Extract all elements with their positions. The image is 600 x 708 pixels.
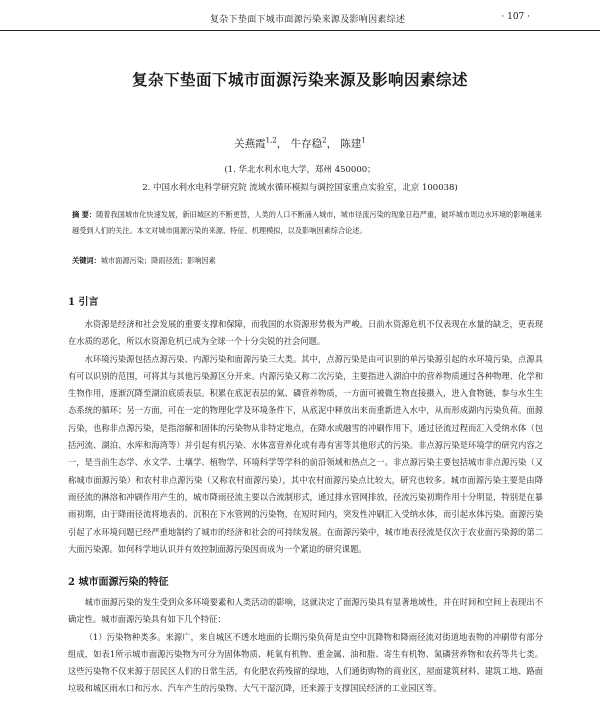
section-body	[68, 316, 543, 558]
abstract-label: 摘 要：	[72, 210, 97, 219]
section-heading: 1 引言	[68, 297, 99, 308]
author-name: 陈建	[340, 138, 362, 150]
author-name: 关燕霞	[234, 138, 266, 150]
section-heading: 2 城市面源污染的特征	[68, 577, 169, 588]
paper-title: 复杂下垫面下城市面源污染来源及影响因素综述	[131, 71, 468, 89]
author-list: 关燕霞$^{1,2}$， 牛存稳$^2$， 陈建$^1$	[234, 136, 366, 150]
abstract	[72, 207, 542, 239]
keywords	[72, 256, 542, 266]
running-header	[0, 8, 600, 31]
author-affil-mark: 2	[322, 136, 327, 145]
abstract-text: 随着我国城市化快速发展，新旧城区的不断更替，人类的人口不断涌入城市，城市径流污染的现象日趋严重，破坏城市周边水环境的影响越来越受到人们的关注。本文对城市面源污染的来源、特征、机理模拟，以及影响因素综合论述。	[72, 210, 542, 235]
paragraph: 城市面源污染的发生受到众多环境要素和人类活动的影响，这就决定了面源污染具有显著地域性，并在时间和空间上表现出不确定性。城市面源污染具有如下几个特征：	[68, 597, 543, 625]
keywords-text: 城市面源污染；降雨径流；影响因素	[100, 256, 216, 265]
keywords-label: 关键词：	[72, 256, 101, 265]
author-affil-mark: 1,2	[265, 136, 277, 145]
paragraph: 水资源是经济和社会发展的重要支撑和保障，而我国的水资源形势极为严峻。日前水资源危机不仅表现在水量的缺乏，更表现在水质的恶化，所以水资源危机已成为全球一个十分尖锐的社会问题。	[68, 319, 543, 347]
affiliation-1: (1. 华北水利水电大学，郑州 450000；	[224, 165, 376, 175]
paragraph: （1）污染物种类多。来源广，来自城区不透水地面的长期污染负荷是由空中沉降物和降雨径流对街道地表物的冲刷带有部分组成，如表1所示城市面源污染物为可分为固体物质、耗氧有机物、重金属、油和脂、寄生有机物、氮磷营养物和农药等共七类。这些污染物不仅来源于居民区人们的日常生活，有化肥农药残留的绿地，人们通街购物的商业区，屋面建筑材料、建筑工地、路面垃圾和城区雨水口和污水、汽车产生的污染物、大气干湿沉降，还来源于支撑国民经济的工业园区等。	[68, 631, 543, 694]
page-number: · 107 ·	[501, 12, 530, 22]
section-body	[68, 594, 543, 698]
affiliation-2: 2. 中国水利水电科学研究院 流域水循环模拟与调控国家重点实验室，北京 100038)	[142, 183, 458, 193]
paragraph: 水环境污染源包括点源污染、内源污染和面源污染三大类。其中，点源污染是由可识别的单污染源引起的水环境污染，点源具有可以识别的范围，可将其与其他污染源区分开来。内源污染又称二次污染，主要指进入湖泊中的营养物质通过各种物理、化学和生物作用，逐渐沉降至湖泊底质表层。积累在底泥表层的氮、磷营养物质，一方面可被微生物直接摄入，进入食物链，参与水生生态系统的循环；另一方面，可在一定的物理化学及环境条件下，从底泥中释放出来而重新进入水中，从而形成湖内污染负荷。面源污染，也称非点源污染，是指溶解和固体的污染物从非特定地点，在降水或融雪的冲刷作用下，通过径流过程而汇入受纳水体（包括河流、湖泊、水库和海湾等）并引起有机污染、水体富营养化或有毒有害等其他形式的污染。非点源污染是环境学的研究内容之一，是当前生态学、水文学、土壤学、植物学、环境科学等学科的前沿领域和热点之一。非点源污染主要包括城市非点源污染（又称城市面源污染）和农村非点源污染（又称农村面源污染），其中农村面源污染点比较大，研究也较多。城市面源污染主要是由降雨径流的淋溶和冲刷作用产生的，城市降雨径流主要以合流制形式，通过排水管网排放，径流污染初期作用十分明显，特别是在暴雨初期，由于降雨径流将地表的、沉积在下水管网的污染物，在短时间内，突发性冲刷汇入受纳水体，而引起水体污染。面源污染引起了水环境问题已经严重地制约了城市的经济和社会的可持续发展。在面源污染中，城市地表径流是仅次于农业面污染源的第二大面污染源。如何科学地认识并有效控制面源污染因而成为一个紧迫的研究课题。	[68, 353, 543, 554]
running-title: 复杂下垫面下城市面源污染来源及影响因素综述	[210, 15, 406, 25]
author-affil-mark: 1	[361, 136, 366, 145]
author-name: 牛存稳	[290, 138, 323, 150]
